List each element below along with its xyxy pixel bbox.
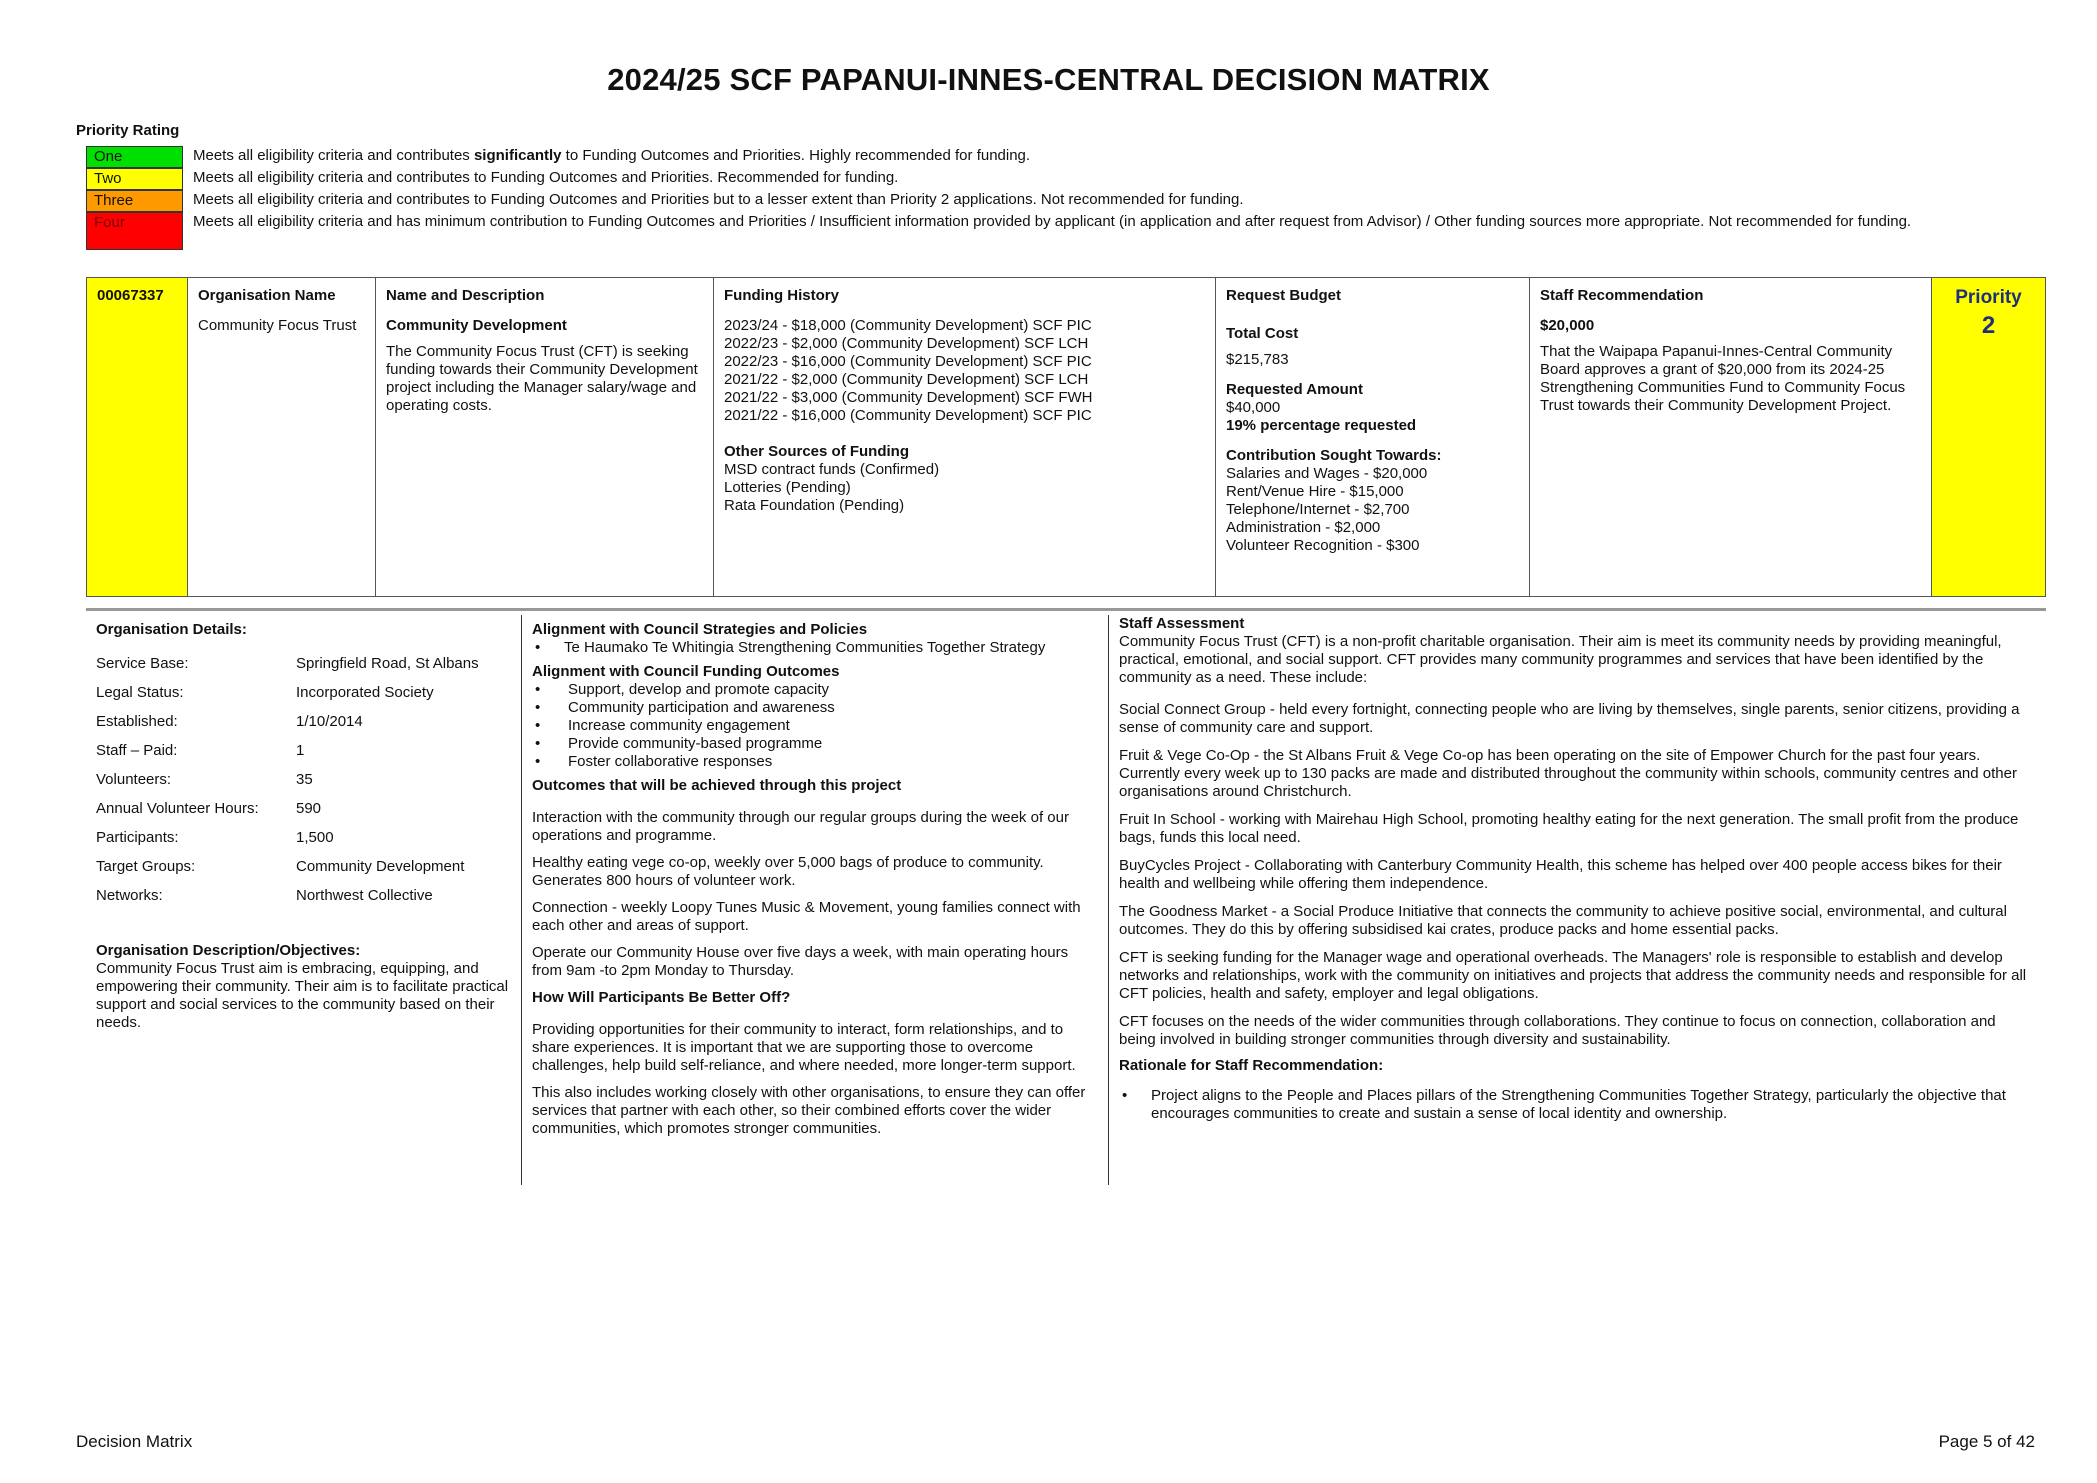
priority-badge-three: Three [86,190,183,212]
contribution-item: Administration - $2,000 [1226,519,1381,536]
list-item: • Project aligns to the People and Places pillars of the Strengthening Communities Together Strategy, particularly the objective that encourages communities to create and sustain a sense of local identity and ownership. [1119,1087,2036,1123]
recommended-amount: $20,000 [1540,317,1595,334]
description-column [376,278,714,596]
column-header: Name and Description [386,287,545,304]
priority-rating-row [86,190,1996,212]
outcome-paragraph: Connection - weekly Loopy Tunes Music & Movement, young families connect with each other and areas of support. [532,899,1081,934]
detail-label: Annual Volunteer Hours: [96,799,259,817]
priority-desc-three: Meets all eligibility criteria and contributes to Funding Outcomes and Priorities but to a lesser extent than Priority 2 applications. Not recommended for funding. [193,191,1244,208]
detail-label: Legal Status: [96,683,184,701]
list-item: • Te Haumako Te Whitingia Strengthening Communities Together Strategy [532,639,1098,657]
outcomes-achieved-heading: Outcomes that will be achieved through this project [532,777,902,794]
column-header: Funding History [724,287,839,304]
rationale-list [1119,1087,2036,1123]
contribution-item: Salaries and Wages - $20,000 [1226,465,1428,482]
detail-label: Staff – Paid: [96,741,178,759]
detail-label: Volunteers: [96,770,172,788]
detail-row [96,852,511,881]
funding-history-column [714,278,1216,596]
priority-rating-heading: Priority Rating [76,122,180,139]
other-funding-item: Lotteries (Pending) [724,479,851,496]
detail-value: Incorporated Society [296,683,434,701]
assessment-paragraph: BuyCycles Project - Collaborating with Canterbury Community Health, this scheme has helped over 400 people access bikes for their health and wellbeing while offering them independence. [1119,857,2002,892]
better-off-paragraph: This also includes working closely with other organisations, to ensure they can offer services that partner with each other, so their combined efforts cover the wider communities, which promotes stronger communities. [532,1084,1086,1137]
priority-desc-two: Meets all eligibility criteria and contributes to Funding Outcomes and Priorities. Recommended for funding. [193,169,899,186]
priority-rating-row [86,212,1996,250]
organisation-column [188,278,376,596]
list-item: • Provide community-based programme [532,735,1098,753]
detail-row [96,707,511,736]
detail-row [96,765,511,794]
outcome-paragraph: Healthy eating vege co-op, weekly over 5,000 bags of produce to community. Generates 800 hours of volunteer work. [532,854,1044,889]
detail-row [96,649,511,678]
list-item: • Support, develop and promote capacity [532,681,1098,699]
other-funding-heading: Other Sources of Funding [724,443,910,460]
assessment-paragraph: CFT is seeking funding for the Manager wage and operational overheads. The Managers' role is responsible to establish and develop networks and relationships, work with the community on initiatives and projects that address the community needs and responsible for all CFT policies, health and safety, employer and legal obligations. [1119,949,2027,1002]
outcome-paragraph: Operate our Community House over five days a week, with main operating hours from 9am -to 2pm Monday to Thursday. [532,944,1069,979]
organisation-name: Community Focus Trust [198,317,357,334]
detail-value: 1/10/2014 [296,712,363,730]
priority-rating-row [86,168,1996,190]
contribution-item: Rent/Venue Hire - $15,000 [1226,483,1404,500]
detail-label: Target Groups: [96,857,196,875]
organisation-details-heading: Organisation Details: [96,621,247,638]
detail-row [96,678,511,707]
decision-matrix-row [86,277,2046,597]
priority-desc-one: Meets all eligibility criteria and contributes significantly to Funding Outcomes and Priorities. Highly recommended for funding. [193,147,1031,164]
contribution-label: Contribution Sought Towards: [1226,447,1442,464]
requested-amount-label: Requested Amount [1226,381,1363,398]
assessment-paragraph: CFT focuses on the needs of the wider communities through collaborations. They continue to focus on connection, collaboration and being involved in building stronger communities through diversity and sustainability. [1119,1013,1996,1048]
footer-page-number: Page 5 of 42 [1938,1432,2035,1451]
outcome-paragraph: Interaction with the community through our regular groups during the week of our operations and programme. [532,809,1069,844]
priority-column [1932,278,2045,596]
contribution-item: Volunteer Recognition - $300 [1226,537,1420,554]
staff-assessment-heading: Staff Assessment [1119,615,1245,632]
recommendation-text: That the Waipapa Papanui-Innes-Central Community Board approves a grant of $20,000 from its 2024-25 Strengthening Communities Fund to Community Focus Trust towards their Community Development Project. [1540,343,1906,414]
footer-document-name: Decision Matrix [76,1432,193,1451]
list-item: • Foster collaborative responses [532,753,1098,771]
other-funding-item: Rata Foundation (Pending) [724,497,905,514]
detail-value: 1 [296,741,305,759]
detail-value: Northwest Collective [296,886,433,904]
total-cost-label: Total Cost [1226,325,1299,342]
detail-value: 35 [296,770,313,788]
column-header: Organisation Name [198,287,336,304]
detail-row [96,823,511,852]
total-cost-value: $215,783 [1226,351,1289,368]
detail-label: Participants: [96,828,179,846]
detail-label: Established: [96,712,178,730]
assessment-paragraph: Fruit & Vege Co-Op - the St Albans Fruit & Vege Co-op has been operating on the site of Empower Church for the past four years. Currently every week up to 130 packs are made and distributed throughout the community within schools, community centres and other organisations around Christchurch. [1119,747,2017,800]
page-title: 2024/25 SCF PAPANUI-INNES-CENTRAL DECISION MATRIX [607,62,1490,97]
staff-recommendation-column [1530,278,1932,596]
details-section [86,615,2046,1185]
organisation-details-panel [86,615,522,1185]
list-item: • Community participation and awareness [532,699,1098,717]
detail-value: 1,500 [296,828,334,846]
funding-history-item: 2021/22 - $2,000 (Community Development) SCF LCH [724,371,1089,388]
funding-history-item: 2022/23 - $2,000 (Community Development) SCF LCH [724,335,1089,352]
detail-row [96,881,511,910]
priority-desc-four: Meets all eligibility criteria and has minimum contribution to Funding Outcomes and Priorities / Insufficient information provided by applicant (in application and after request from Advisor) / Other funding sources more appropriate. Not recommended for funding. [193,213,1912,230]
contribution-item: Telephone/Internet - $2,700 [1226,501,1410,518]
assessment-paragraph: The Goodness Market - a Social Produce Initiative that connects the community to achieve positive social, environmental, and cultural outcomes. They do this by offering subsidised kai crates, produce packs and home essential packs. [1119,903,2007,938]
objectives-text: Community Focus Trust aim is embracing, equipping, and empowering their community. Their aim is to facilitate practical support and social services to the community based on their needs. [96,960,509,1031]
assessment-paragraph: Community Focus Trust (CFT) is a non-profit charitable organisation. Their aim is meet its community needs by providing meaningful, practical, emotional, and social support. CFT provides many community programmes and services that have been identified by the community as a need. These include: [1119,633,2002,686]
funding-history-list [724,317,1205,425]
list-item: • Increase community engagement [532,717,1098,735]
column-header: Staff Recommendation [1540,287,1704,304]
percentage-requested: 19% percentage requested [1226,417,1417,434]
requested-amount-value: $40,000 [1226,399,1281,416]
funding-history-item: 2022/23 - $16,000 (Community Development) SCF PIC [724,353,1092,370]
funding-history-item: 2021/22 - $3,000 (Community Development) SCF FWH [724,389,1093,406]
request-budget-column [1216,278,1530,596]
column-header: Request Budget [1226,287,1342,304]
application-id: 00067337 [87,278,188,596]
priority-label: Priority [1955,287,2022,308]
funding-outcomes-list [532,681,1098,771]
objectives-heading: Organisation Description/Objectives: [96,942,361,959]
priority-badge-four: Four [86,212,183,250]
funding-history-item: 2021/22 - $16,000 (Community Development) SCF PIC [724,407,1092,424]
strategies-heading: Alignment with Council Strategies and Policies [532,621,868,638]
section-divider [86,608,2046,611]
detail-label: Service Base: [96,654,189,672]
strategies-list [532,639,1098,657]
staff-assessment-panel [1109,615,2046,1185]
rationale-heading: Rationale for Staff Recommendation: [1119,1057,1384,1074]
project-description: The Community Focus Trust (CFT) is seeking funding towards their Community Development project including the Manager salary/wage and operating costs. [386,343,698,414]
alignment-panel [522,615,1109,1185]
priority-badge-one: One [86,146,183,168]
assessment-paragraph: Social Connect Group - held every fortnight, connecting people who are living by themselves, single parents, senior citizens, providing a sense of community care and support. [1119,701,2020,736]
detail-label: Networks: [96,886,163,904]
funding-outcomes-heading: Alignment with Council Funding Outcomes [532,663,840,680]
priority-badge-two: Two [86,168,183,190]
priority-rating-legend [86,146,1996,250]
better-off-paragraph: Providing opportunities for their community to interact, form relationships, and to share experiences. It is important that we are supporting those to overcome challenges, help build self-reliance, and where needed, more longer-term support. [532,1021,1076,1074]
assessment-paragraph: Fruit In School - working with Mairehau High School, promoting healthy eating for the next generation. The small profit from the produce bags, funds this local need. [1119,811,2019,846]
detail-value: 590 [296,799,322,817]
better-off-heading: How Will Participants Be Better Off? [532,989,791,1006]
other-funding-item: MSD contract funds (Confirmed) [724,461,940,478]
priority-value: 2 [1981,312,1996,339]
detail-row [96,736,511,765]
detail-value: Community Development [296,857,465,875]
detail-row [96,794,511,823]
priority-rating-row [86,146,1996,168]
project-name: Community Development [386,317,567,334]
funding-history-item: 2023/24 - $18,000 (Community Development) SCF PIC [724,317,1092,334]
detail-value: Springfield Road, St Albans [296,654,479,672]
